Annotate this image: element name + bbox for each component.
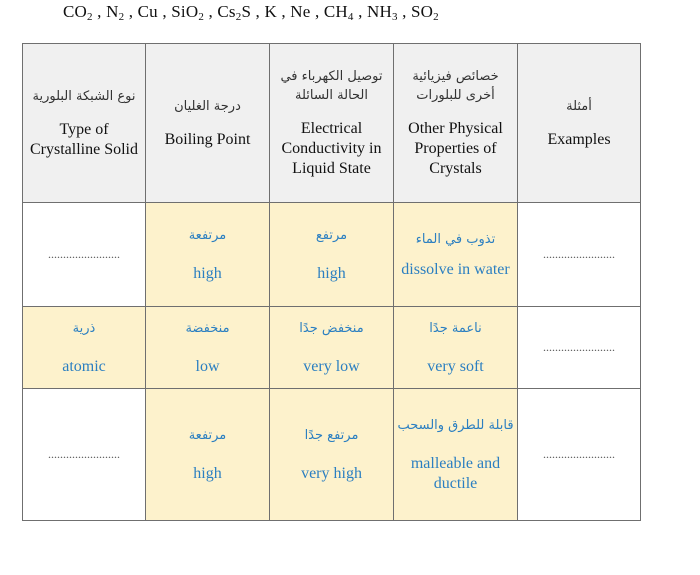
boiling-cell — [146, 389, 270, 521]
header-boiling-en: Boiling Point — [164, 130, 251, 148]
header-type-ar: نوع الشبكة البلورية — [32, 88, 136, 104]
type-en: atomic — [62, 357, 106, 375]
header-row — [23, 44, 641, 203]
type-blank-cell[interactable] — [23, 389, 146, 521]
separator: , — [204, 2, 218, 21]
type-ar: ذرية — [72, 320, 96, 336]
header-other-ar: خصائص فيزيائية أخرى للبلورات — [412, 69, 499, 103]
header-type — [23, 44, 146, 203]
other-ar: قابلة للطرق والسحب — [397, 417, 514, 433]
other-en: very soft — [427, 357, 484, 375]
separator: , — [92, 2, 107, 21]
other-cell — [394, 307, 518, 389]
formula-k: K — [264, 2, 277, 21]
crystal-properties-table — [22, 43, 641, 521]
boiling-cell — [146, 203, 270, 307]
formula-so2: $SO_2$ — [411, 2, 439, 23]
formula-co2: $CO_2$ — [63, 2, 93, 23]
formula-n2: $N_2$ — [106, 2, 125, 23]
formula-list — [63, 2, 439, 23]
header-examples-ar: أمثلة — [566, 98, 592, 114]
boiling-ar: مرتفعة — [188, 227, 227, 243]
separator: , — [310, 2, 324, 21]
other-ar: ناعمة جدًا — [429, 320, 482, 336]
separator: , — [251, 2, 265, 21]
type-blank-cell[interactable] — [23, 203, 146, 307]
formula-ch4: $CH_4$ — [323, 2, 354, 23]
separator: , — [276, 2, 291, 21]
other-en: dissolve in water — [401, 260, 510, 278]
conductivity-cell — [270, 389, 394, 521]
boiling-ar: منخفضة — [185, 320, 230, 336]
formula-cu: Cu — [137, 2, 158, 21]
header-boiling-ar: درجة الغليان — [174, 98, 241, 114]
conductivity-ar: مرتفع — [315, 227, 348, 243]
examples-blank-cell[interactable] — [518, 307, 641, 389]
header-other-en: Other Physical Properties of Crystals — [408, 120, 503, 177]
header-examples — [518, 44, 641, 203]
table-row — [23, 307, 641, 389]
conductivity-cell — [270, 307, 394, 389]
fill-in-blank: ........................ — [543, 247, 615, 261]
formula-sio2: SiO$_2$ — [171, 2, 205, 23]
table-row — [23, 389, 641, 521]
boiling-en: high — [193, 464, 222, 482]
conductivity-ar: مرتفع جدًا — [304, 427, 359, 443]
formula-nh3: $NH_3$ — [366, 2, 398, 23]
boiling-en: high — [193, 264, 222, 282]
conductivity-cell — [270, 203, 394, 307]
other-cell — [394, 389, 518, 521]
table-row — [23, 203, 641, 307]
header-conductivity — [270, 44, 394, 203]
header-other — [394, 44, 518, 203]
separator: , — [353, 2, 367, 21]
header-conductivity-en: Electrical Conductivity in Liquid State — [281, 120, 382, 177]
fill-in-blank: ........................ — [48, 447, 120, 461]
separator: , — [124, 2, 138, 21]
header-examples-en: Examples — [547, 130, 611, 148]
formula-cs2s: $Cs_2S$ — [217, 2, 252, 23]
separator: , — [157, 2, 172, 21]
fill-in-blank: ........................ — [543, 340, 615, 354]
conductivity-en: high — [317, 264, 346, 282]
fill-in-blank: ........................ — [543, 447, 615, 461]
conductivity-ar: منخفض جدًا — [299, 320, 364, 336]
conductivity-en: very low — [303, 357, 360, 375]
other-cell — [394, 203, 518, 307]
header-type-en: Type of Crystalline Solid — [30, 120, 138, 158]
other-en: malleable and ductile — [410, 454, 501, 492]
examples-blank-cell[interactable] — [518, 389, 641, 521]
other-ar: تذوب في الماء — [415, 231, 496, 247]
formula-ne: Ne — [290, 2, 311, 21]
type-cell — [23, 307, 146, 389]
header-conductivity-ar: توصيل الكهرباء في الحالة السائلة — [280, 69, 383, 103]
fill-in-blank: ........................ — [48, 247, 120, 261]
header-boiling — [146, 44, 270, 203]
examples-blank-cell[interactable] — [518, 203, 641, 307]
boiling-cell — [146, 307, 270, 389]
boiling-en: low — [195, 357, 220, 375]
separator: , — [397, 2, 412, 21]
conductivity-en: very high — [301, 464, 362, 482]
boiling-ar: مرتفعة — [188, 427, 227, 443]
